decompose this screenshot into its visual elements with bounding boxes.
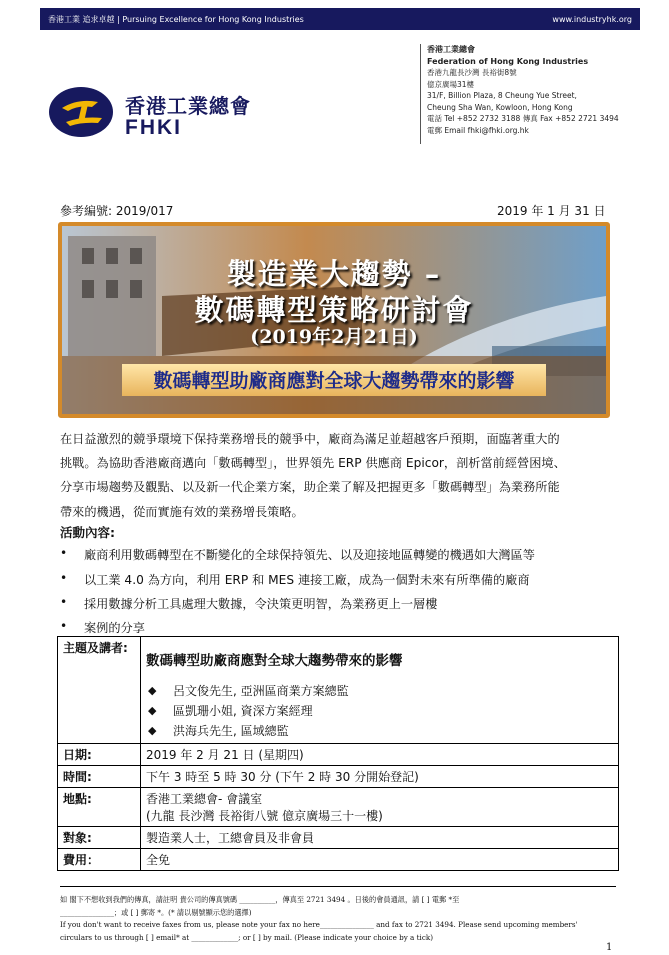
- speaker-item: [148, 721, 613, 741]
- banner-title-line1: 製造業大趨勢 –: [226, 257, 442, 291]
- footer-line: _______________；或 [ ] 郵寄 *。(* 請以剔號顯示您的選擇): [60, 907, 252, 917]
- speaker-name: 洪海兵先生, 區域總監: [173, 724, 289, 738]
- letter-date: 2019 年 1 月 31 日: [497, 204, 606, 218]
- banner-event-date: (2019年2月21日): [250, 326, 418, 348]
- activity-text: 採用數據分析工具處理大數據，令決策更明智，為業務更上一層樓: [84, 597, 438, 611]
- bullet-icon: •: [60, 595, 68, 609]
- activity-item: [60, 571, 530, 588]
- address-block: [427, 44, 619, 136]
- table-row: [58, 788, 619, 827]
- table-row: [58, 637, 619, 744]
- activity-item: [60, 595, 437, 612]
- fhki-logo-icon: [48, 86, 114, 138]
- topic-title: 數碼轉型助廠商應對全球大趨勢帶來的影響: [146, 653, 403, 669]
- address-line[interactable]: 電郵 Email fhki@fhki.org.hk: [427, 125, 529, 135]
- banner-title-line2: 數碼轉型策略研討會: [194, 293, 474, 327]
- intro-line: 帶來的機遇，從而實施有效的業務增長策略。: [60, 504, 304, 519]
- time-label: 時間:: [58, 766, 141, 788]
- bullet-icon: •: [60, 571, 68, 585]
- audience-value: 製造業人士，工總會員及非會員: [141, 827, 619, 849]
- bullet-icon: •: [60, 546, 68, 560]
- fee-value: 全免: [141, 849, 619, 871]
- footer-divider: [60, 886, 616, 887]
- address-line: 香港工業總會: [427, 45, 475, 54]
- topic-cell: [141, 637, 619, 744]
- activities-heading: 活動內容:: [60, 525, 115, 540]
- speaker-name: 區凱珊小姐, 資深方案經理: [173, 704, 313, 718]
- date-value: 2019 年 2 月 21 日 (星期四): [141, 744, 619, 766]
- date-label: 日期:: [58, 744, 141, 766]
- venue-cell: [141, 788, 619, 827]
- diamond-bullet-icon: ◆: [148, 684, 157, 697]
- speaker-item: [148, 701, 613, 721]
- address-line: Federation of Hong Kong Industries: [427, 56, 589, 66]
- activity-text: 廠商利用數碼轉型在不斷變化的全球保持領先、以及迎接地區轉變的機遇如大灣區等: [84, 548, 535, 562]
- footer-notice: [60, 894, 620, 944]
- topic-label: 主題及講者:: [58, 637, 141, 744]
- intro-line: 在日益激烈的競爭環境下保持業務增長的競爭中，廠商為滿足並超越客戶預期，面臨著重大的: [60, 432, 560, 446]
- venue-line: (九龍 長沙灣 長裕街八號 億京廣場三十一樓): [146, 809, 383, 823]
- intro-paragraph: [60, 427, 616, 524]
- venue-line: 香港工業總會- 會議室: [146, 792, 263, 806]
- top-banner: [40, 8, 640, 30]
- intro-line: 挑戰。為協助香港廠商邁向「數碼轉型」，世界領先 ERP 供應商 Epicor，剖析當前經營困境、: [60, 456, 566, 471]
- table-row: [58, 849, 619, 871]
- address-line: 電話 Tel +852 2732 3188 傳真 Fax +852 2721 3494: [427, 114, 619, 123]
- page-number: 1: [606, 942, 613, 953]
- logo-english-name: FHKI: [125, 116, 182, 139]
- address-line: 香港九龍長沙灣 長裕街8號: [427, 68, 517, 77]
- table-row: [58, 744, 619, 766]
- logo-chinese-name: 香港工業總會: [125, 94, 251, 118]
- tagline: 香港工業 追求卓越 | Pursuing Excellence for Hong Kong Industries: [48, 14, 304, 24]
- address-line: Cheung Sha Wan, Kowloon, Hong Kong: [427, 102, 573, 112]
- diamond-bullet-icon: ◆: [148, 704, 157, 717]
- event-details-table: [57, 636, 619, 871]
- address-line: 31/F, Billion Plaza, 8 Cheung Yue Street,: [427, 91, 577, 100]
- footer-line: circulars to us through [ ] email* at _____________; or [ ] by mail. (Please indicate your choice by a tick): [60, 932, 434, 942]
- bullet-icon: •: [60, 619, 68, 633]
- footer-line: If you don't want to receive faxes from us, please note your fax no here_______________ and fax to 2721 3494. Please send upcoming members': [60, 920, 578, 930]
- table-row: [58, 766, 619, 788]
- event-banner: [58, 222, 610, 418]
- diamond-bullet-icon: ◆: [148, 724, 157, 737]
- activity-text: 以工業 4.0 為方向，利用 ERP 和 MES 連接工廠，成為一個對未來有所準備的廠商: [84, 573, 530, 587]
- activity-item: [60, 546, 535, 563]
- address-line: 億京廣場31樓: [427, 79, 475, 89]
- activity-text: 案例的分享: [84, 621, 145, 635]
- time-value: 下午 3 時至 5 時 30 分 (下午 2 時 30 分開始登記): [141, 766, 619, 788]
- venue-label: 地點:: [58, 788, 141, 827]
- speaker-item: [148, 681, 613, 701]
- audience-label: 對象:: [58, 827, 141, 849]
- reference-number: 參考編號: 2019/017: [60, 204, 174, 218]
- fee-label: 費用：: [58, 849, 141, 871]
- speaker-name: 呂文俊先生, 亞洲區商業方案總監: [173, 684, 349, 698]
- table-row: [58, 827, 619, 849]
- intro-line: 分享市場趨勢及觀點、以及新一代企業方案，助企業了解及把握更多「數碼轉型」為業務所能: [60, 480, 560, 495]
- header-divider: [420, 44, 421, 144]
- banner-subtitle: 數碼轉型助廠商應對全球大趨勢帶來的影響: [153, 370, 515, 392]
- footer-line: 如 閣下不想收到我們的傳真，請註明 貴公司的傳真號碼 __________，傳真至 2721 3494 。日後的會員通訊，請 [ ] 電郵 *至: [60, 895, 460, 904]
- activity-item: [60, 619, 145, 636]
- website-link[interactable]: www.industryhk.org: [552, 14, 632, 24]
